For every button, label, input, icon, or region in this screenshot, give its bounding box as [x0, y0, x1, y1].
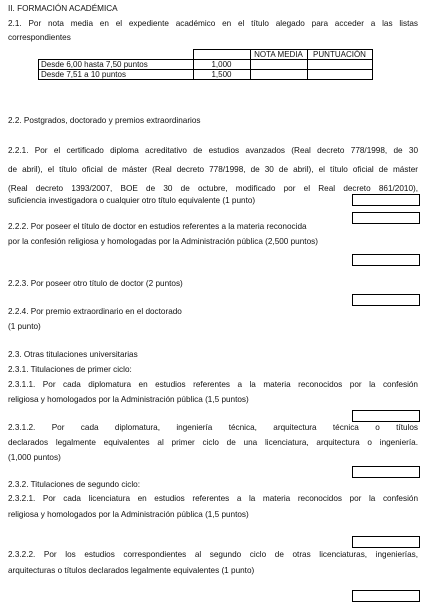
paragraph-line: por la confesión religiosa y homologadas por la Administración pública (2,500 puntos): [8, 237, 318, 246]
paragraph-line: 2.3.1.2. Por cada diplomatura, ingeniería técnica, arquitectura técnica o títulos: [8, 423, 418, 432]
table-header-empty: [193, 50, 250, 60]
score-input-2-2-4[interactable]: [352, 294, 420, 306]
puntuacion-cell[interactable]: [307, 70, 372, 80]
header-nota-media: NOTA MEDIA: [250, 50, 307, 60]
paragraph-line: 2.3.2.1. Por cada licenciatura en estudios referentes a la materia reconocidos por la confesión: [8, 494, 418, 503]
section-title: II. FORMACIÓN ACADÉMICA: [8, 4, 118, 13]
paragraph-2-1-line: 2.1. Por nota media en el expediente académico en el título alegado para acceder a las listas: [8, 19, 418, 28]
header-puntuacion: PUNTUACIÓN: [307, 50, 372, 60]
paragraph-line: 2.2.2. Por poseer el título de doctor en estudios referentes a la materia reconocida: [8, 222, 307, 231]
paragraph-line: suficiencia investigadora o cualquier otro título equivalente (1 punto): [8, 196, 256, 205]
score-input-2-2-3[interactable]: [352, 254, 420, 266]
score-input-2-3-2-1[interactable]: [352, 536, 420, 548]
paragraph-line: 2.3.2.2. Por los estudios correspondientes al segundo ciclo de otras licenciaturas, ingenierías,: [8, 550, 418, 559]
subsection-title: 2.3. Otras titulaciones universitarias: [8, 350, 138, 359]
table-corner: [39, 50, 194, 60]
row-value: 1,000: [193, 60, 250, 70]
score-input-2-3-2-2[interactable]: [352, 590, 420, 602]
row-label: Desde 6,00 hasta 7,50 puntos: [39, 60, 194, 70]
grade-table: [38, 49, 373, 80]
paragraph-line: 2.2.4. Por premio extraordinario en el doctorado: [8, 307, 182, 316]
subsection-subtitle: 2.3.1. Titulaciones de primer ciclo:: [8, 365, 132, 374]
row-value: 1,500: [193, 70, 250, 80]
table-row: [39, 60, 373, 70]
paragraph-line: (1 punto): [8, 322, 41, 331]
score-input-2-2-2[interactable]: [352, 212, 420, 224]
score-input-2-3-1-1[interactable]: [352, 410, 420, 422]
paragraph-2-1-line: correspondientes: [8, 33, 71, 42]
score-input-2-2-1[interactable]: [352, 194, 420, 206]
row-label: Desde 7,51 a 10 puntos: [39, 70, 194, 80]
paragraph-line: religiosa y homologados por la Administración pública (1,5 puntos): [8, 395, 249, 404]
paragraph-line: 2.2.3. Por poseer otro título de doctor (2 puntos): [8, 279, 183, 288]
paragraph-line: religiosa y homologados por la Administración pública (1,5 puntos): [8, 510, 249, 519]
paragraph-line: (1,000 puntos): [8, 453, 61, 462]
paragraph-line: 2.2.1. Por el certificado diploma acreditativo de estudios avanzados (Real decreto 778/1998, de 30: [8, 146, 418, 155]
nota-media-cell[interactable]: [250, 60, 307, 70]
paragraph-line: arquitecturas o títulos declarados legalmente equivalentes (1 punto): [8, 566, 255, 575]
paragraph-line: de abril), el título oficial de máster (Real decreto 778/1998, de 30 de abril), el título oficial de máster: [8, 165, 418, 174]
puntuacion-cell[interactable]: [307, 60, 372, 70]
score-input-2-3-1-2[interactable]: [352, 466, 420, 478]
subsection-title: 2.2. Postgrados, doctorado y premios extraordinarios: [8, 116, 201, 125]
table-row: [39, 70, 373, 80]
paragraph-line: 2.3.1.1. Por cada diplomatura en estudios referentes a la materia reconocidos por la confesión: [8, 380, 418, 389]
paragraph-line: (Real decreto 1393/2007, BOE de 30 de octubre, modificado por el Real decreto 861/2010),: [8, 184, 418, 193]
paragraph-line: declarados legalmente equivalentes al primer ciclo de una licenciatura, arquitectura o ingeniería.: [8, 438, 418, 447]
nota-media-cell[interactable]: [250, 70, 307, 80]
subsection-subtitle: 2.3.2. Titulaciones de segundo ciclo:: [8, 480, 140, 489]
